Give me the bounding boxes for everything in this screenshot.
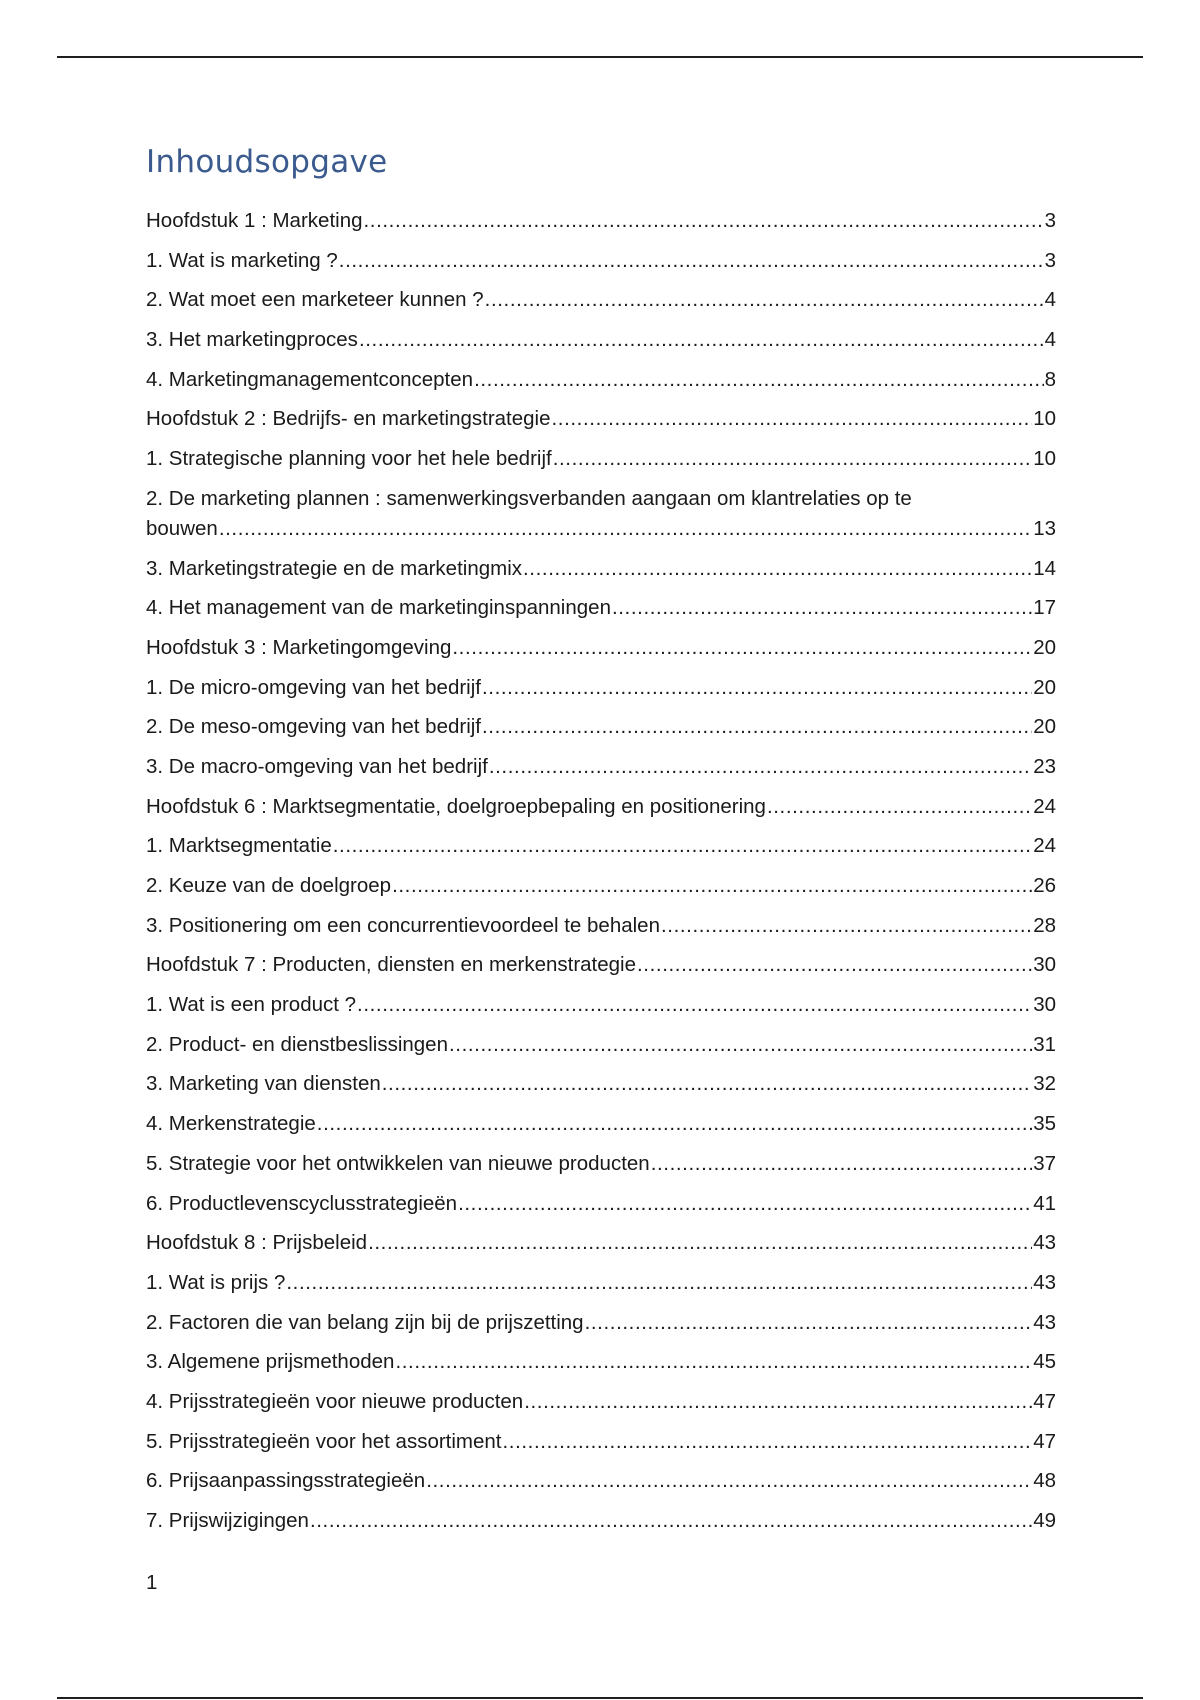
toc-entry-page: 48: [1033, 1469, 1056, 1493]
toc-entry-label: 1. Marktsegmentatie: [146, 834, 332, 858]
toc-entry[interactable]: [146, 554, 1056, 584]
toc-entry-page: 30: [1033, 953, 1056, 977]
toc-entry-page: 43: [1033, 1310, 1056, 1334]
toc-entry-page: 13: [1033, 516, 1056, 540]
toc-leader: [489, 752, 1032, 782]
toc-leader: [767, 792, 1032, 822]
toc-entry-label: 2. De meso-omgeving van het bedrijf: [146, 715, 482, 739]
toc-entry-label: 2. Factoren die van belang zijn bij de prijszetting: [146, 1310, 584, 1334]
toc-entry-label: 1. Wat is prijs ?: [146, 1270, 286, 1294]
toc-entry-label: 3. Algemene prijsmethoden: [146, 1350, 395, 1374]
toc-entry-label: 2. Product- en dienstbeslissingen: [146, 1032, 448, 1056]
toc-leader: [286, 1268, 1032, 1298]
toc-leader: [219, 514, 1032, 544]
toc-entry-page: 41: [1033, 1191, 1056, 1215]
toc-leader: [364, 206, 1044, 236]
toc-entry-label: Hoofdstuk 6 : Marktsegmentatie, doelgroepbepaling en positionering: [146, 794, 766, 818]
toc-entry-label: 1. Wat is een product ?: [146, 993, 357, 1017]
toc-entry[interactable]: [146, 673, 1056, 703]
toc-leader: [612, 593, 1032, 623]
toc-entry-label: 4. Prijsstrategieën voor nieuwe producten: [146, 1389, 524, 1413]
toc-entry[interactable]: [146, 444, 1056, 474]
toc-entry-label-continued: bouwen: [146, 516, 218, 540]
toc-entry-page: 17: [1033, 596, 1056, 620]
toc-entry-label: 2. Keuze van de doelgroep: [146, 874, 392, 897]
toc-entry-label: Hoofdstuk 2 : Bedrijfs- en marketingstrategie: [146, 407, 551, 431]
toc-leader: [339, 246, 1044, 276]
toc-entry-page: 24: [1033, 794, 1056, 818]
toc-entry-label: 4. Het management van de marketinginspanningen: [146, 596, 611, 620]
toc-entry-page: 20: [1033, 715, 1056, 739]
document-page: [146, 140, 1056, 1546]
toc-entry-label: 3. Het marketingproces: [146, 328, 358, 352]
toc-entry-page: 47: [1033, 1429, 1056, 1453]
toc-entry[interactable]: [146, 1109, 1056, 1139]
toc-leader: [317, 1109, 1032, 1139]
toc-leader: [458, 1189, 1032, 1219]
toc-entry-label: 1. Strategische planning voor het hele bedrijf: [146, 447, 552, 471]
toc-entry[interactable]: [146, 484, 1056, 544]
toc-entry-label: 7. Prijswijzigingen: [146, 1509, 309, 1532]
toc-entry[interactable]: [146, 752, 1056, 782]
header-rule: [57, 56, 1143, 58]
toc-leader: [426, 1466, 1032, 1496]
toc-entry[interactable]: [146, 1466, 1056, 1496]
toc-entry-page: 20: [1033, 675, 1056, 699]
toc-leader: [333, 831, 1032, 861]
toc-entry-page: 26: [1033, 874, 1056, 897]
toc-entry-label: 6. Productlevenscyclusstrategieën: [146, 1191, 458, 1215]
table-of-contents: [146, 206, 1056, 1536]
toc-entry[interactable]: [146, 950, 1056, 980]
toc-entry[interactable]: [146, 285, 1056, 315]
toc-leader: [661, 911, 1032, 941]
toc-entry-label: Hoofdstuk 1 : Marketing: [146, 209, 363, 232]
toc-entry-page: 3: [1044, 248, 1056, 272]
toc-entry[interactable]: [146, 831, 1056, 861]
toc-entry[interactable]: [146, 712, 1056, 742]
toc-entry-label: 2. Wat moet een marketeer kunnen ?: [146, 288, 484, 312]
toc-entry-label: 5. Strategie voor het ontwikkelen van nieuwe producten: [146, 1151, 650, 1175]
toc-entry-page: 43: [1033, 1231, 1056, 1255]
toc-entry[interactable]: [146, 1149, 1056, 1179]
toc-leader: [585, 1308, 1033, 1338]
toc-leader: [482, 673, 1032, 703]
toc-entry-page: 43: [1033, 1270, 1056, 1294]
toc-entry[interactable]: [146, 1387, 1056, 1417]
toc-leader: [357, 990, 1032, 1020]
toc-leader: [482, 712, 1032, 742]
toc-entry-label: 3. Marketing van diensten: [146, 1072, 381, 1096]
footer-rule: [57, 1697, 1143, 1699]
toc-entry[interactable]: [146, 1030, 1056, 1060]
toc-entry-label: 4. Marketingmanagementconcepten: [146, 367, 474, 391]
toc-leader: [452, 633, 1032, 663]
toc-leader: [395, 1347, 1032, 1377]
toc-entry-page: 4: [1044, 288, 1056, 312]
toc-entry[interactable]: [146, 911, 1056, 941]
toc-entry[interactable]: [146, 871, 1056, 901]
toc-leader: [392, 871, 1032, 901]
toc-entry[interactable]: [146, 792, 1056, 822]
toc-entry-page: 10: [1033, 407, 1056, 431]
toc-entry[interactable]: [146, 633, 1056, 663]
toc-entry[interactable]: [146, 990, 1056, 1020]
toc-entry-label: Hoofdstuk 7 : Producten, diensten en merkenstrategie: [146, 953, 637, 977]
toc-leader: [552, 404, 1033, 434]
toc-entry[interactable]: [146, 325, 1056, 355]
toc-entry-label: Hoofdstuk 8 : Prijsbeleid: [146, 1231, 368, 1255]
toc-leader: [524, 1387, 1032, 1417]
toc-entry-page: 8: [1044, 367, 1056, 391]
toc-entry-label: 2. De marketing plannen : samenwerkingsverbanden aangaan om klantrelaties op te: [146, 486, 912, 510]
toc-entry[interactable]: [146, 1308, 1056, 1338]
toc-entry-page: 32: [1033, 1072, 1056, 1096]
toc-entry-page: 3: [1044, 209, 1056, 232]
toc-entry[interactable]: [146, 1228, 1056, 1258]
toc-leader: [651, 1149, 1032, 1179]
toc-entry-page: 47: [1033, 1389, 1056, 1413]
toc-entry-label: 1. Wat is marketing ?: [146, 248, 338, 272]
toc-entry-label: 3. Marketingstrategie en de marketingmix: [146, 556, 523, 580]
toc-entry[interactable]: [146, 246, 1056, 276]
toc-entry[interactable]: [146, 1347, 1056, 1377]
toc-entry[interactable]: [146, 365, 1056, 395]
toc-entry[interactable]: [146, 404, 1056, 434]
toc-entry[interactable]: [146, 1268, 1056, 1298]
toc-leader: [449, 1030, 1032, 1060]
toc-entry-page: 10: [1033, 447, 1056, 471]
toc-entry-page: 45: [1033, 1350, 1056, 1374]
toc-entry-page: 37: [1033, 1151, 1056, 1175]
toc-entry-label: 1. De micro-omgeving van het bedrijf: [146, 675, 481, 699]
toc-title: Inhoudsopgave: [146, 144, 388, 180]
toc-entry[interactable]: [146, 1506, 1056, 1536]
toc-entry-label: 5. Prijsstrategieën voor het assortiment: [146, 1429, 502, 1453]
toc-leader: [523, 554, 1032, 584]
toc-leader: [474, 365, 1044, 395]
toc-leader: [637, 950, 1032, 980]
toc-leader: [553, 444, 1032, 474]
toc-entry[interactable]: [146, 1189, 1056, 1219]
toc-leader: [310, 1506, 1032, 1536]
page-number: 1: [146, 1571, 158, 1594]
toc-entry-page: 49: [1033, 1509, 1056, 1532]
toc-entry[interactable]: [146, 593, 1056, 623]
toc-leader: [368, 1228, 1032, 1258]
toc-entry[interactable]: [146, 206, 1056, 236]
toc-entry-page: 28: [1033, 913, 1056, 937]
toc-entry-label: 3. Positionering om een concurrentievoordeel te behalen: [146, 913, 660, 937]
toc-entry-page: 23: [1033, 754, 1056, 778]
toc-entry-page: 24: [1033, 834, 1056, 858]
toc-entry-page: 30: [1033, 993, 1056, 1017]
toc-entry-page: 31: [1033, 1032, 1056, 1056]
toc-entry[interactable]: [146, 1069, 1056, 1099]
toc-leader: [359, 325, 1044, 355]
toc-entry-label: Hoofdstuk 3 : Marketingomgeving: [146, 635, 452, 659]
toc-entry-label: 6. Prijsaanpassingsstrategieën: [146, 1469, 426, 1493]
toc-entry-label: 3. De macro-omgeving van het bedrijf: [146, 754, 488, 778]
toc-leader: [503, 1427, 1033, 1457]
toc-entry-page: 35: [1033, 1112, 1056, 1136]
toc-leader: [382, 1069, 1032, 1099]
toc-entry-page: 20: [1033, 635, 1056, 659]
toc-entry-label: 4. Merkenstrategie: [146, 1112, 316, 1136]
toc-entry-page: 4: [1044, 328, 1056, 352]
toc-entry-page: 14: [1033, 556, 1056, 580]
toc-leader: [485, 285, 1044, 315]
toc-entry[interactable]: [146, 1427, 1056, 1457]
